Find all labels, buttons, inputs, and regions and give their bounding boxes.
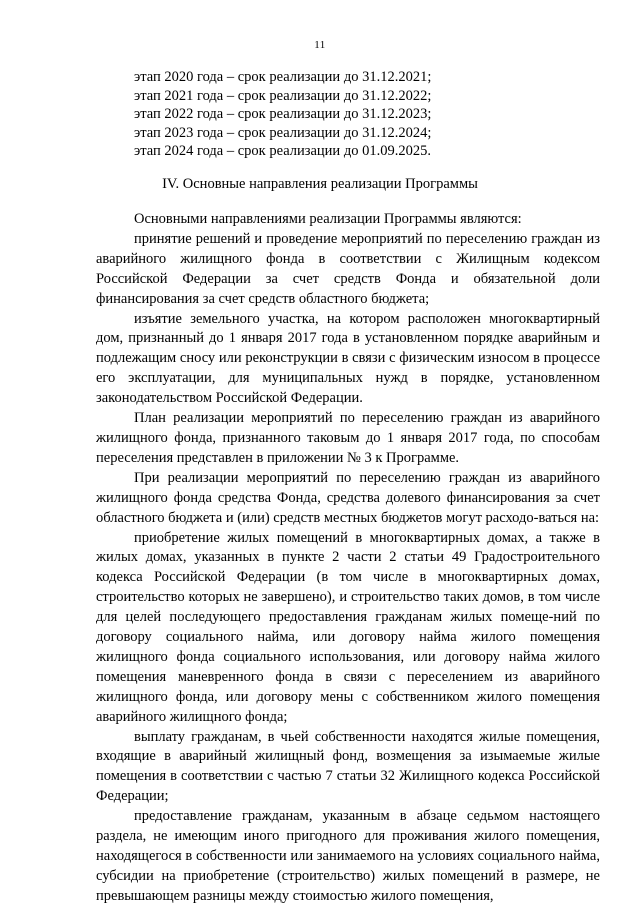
paragraph: предоставление гражданам, указанным в абзаце седьмом настоящего раздела, не имеющим иного пригодного для проживания жилого помещения, находящегося в собственности или занимаемого на условиях социального найма, субсидии на приобретение (строительство) жилых помещений в размере, не превышающем разницы между стоимостью жилого помещения,	[96, 808, 600, 904]
section-title: IV. Основные направления реализации Программы	[162, 176, 478, 192]
page-number: 11	[314, 39, 326, 51]
stage-item: этап 2022 года – срок реализации до 31.12.2023;	[134, 106, 432, 123]
paragraph: План реализации мероприятий по переселению граждан из аварийного жилищного фонда, признанного таковым до 1 января 2017 года, по способам переселения представлен в приложении № 3 к Программе.	[96, 410, 600, 466]
stage-item: этап 2024 года – срок реализации до 01.09.2025.	[134, 143, 431, 160]
stage-item: этап 2023 года – срок реализации до 31.12.2024;	[134, 124, 432, 141]
paragraph: При реализации мероприятий по переселению граждан из аварийного жилищного фонда средства Фонда, средства долевого финансирования за счет областного бюджета и (или) средств местных бюджетов могут расходо-ваться на:	[96, 469, 600, 526]
stage-list	[134, 68, 574, 161]
body-text	[96, 210, 600, 907]
paragraph: Основными направлениями реализации Программы являются:	[134, 211, 522, 227]
paragraph: принятие решений и проведение мероприятий по переселению граждан из аварийного жилищного фонда в соответствии с Жилищным кодексом Российской Федерации за счет средств Фонда и обязательной доли финансирования за счет средств областного бюджета;	[96, 230, 600, 307]
stage-item: этап 2021 года – срок реализации до 31.12.2022;	[134, 87, 432, 104]
paragraph: выплату гражданам, в чьей собственности находятся жилые помещения, входящие в аварийный жилищный фонд, возмещения за изымаемые жилые помещения в соответствии с частью 7 статьи 32 Жилищного кодекса Российской Федерации;	[96, 728, 600, 805]
paragraph: изъятие земельного участка, на котором расположен многоквартирный дом, признанный до 1 января 2017 года в установленном порядке аварийным и подлежащим сносу или реконструкции в связи с физическим износом в процессе его эксплуатации, для муниципальных нужд в порядке, установленном законодательством Российской Федерации.	[96, 310, 600, 407]
paragraph: приобретение жилых помещений в многоквартирных домах, а также в жилых домах, указанных в пункте 2 части 2 статьи 49 Градостроительного кодекса Российской Федерации (в том числе в многоквартирных домах, строительство которых не завершено), и строительство таких домов, в том числе для целей последующего предоставления гражданам жилых помеще-ний по договору социального найма, или договору найма жилого помещения жилищного фонда социального использования, или договору найма жилого помещения маневренного фонда в связи с переселением из аварийного жилищного фонда, или договору мены с собственником жилого помещения аварийного жилищного фонда;	[96, 529, 600, 725]
stage-item: этап 2020 года – срок реализации до 31.12.2021;	[134, 69, 432, 85]
